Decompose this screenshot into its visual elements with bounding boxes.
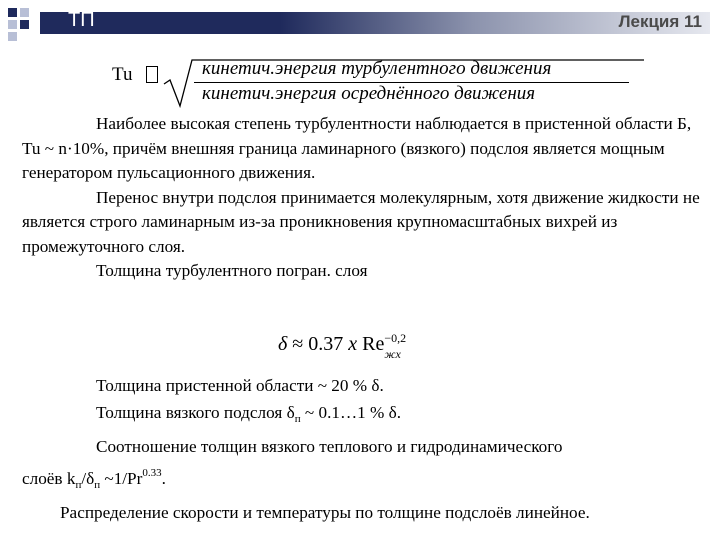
- paragraph: [22, 399, 712, 433]
- delta-symbol: δ: [278, 333, 288, 355]
- text: .: [161, 469, 166, 488]
- turbulence-formula: [94, 58, 654, 110]
- formula-subscript: жх: [384, 347, 401, 361]
- subscript: п: [94, 479, 101, 491]
- decor-square: [20, 20, 29, 29]
- superscript: 0.33: [142, 467, 162, 479]
- decor-square: [8, 8, 17, 17]
- paragraph: Наиболее высокая степень турбулентности наблюдается в пристенной области Б, Tu ~ n·10%, причём внешняя граница ламинарного (вязкого) подслоя является мощным генератором пульсационного движения.: [22, 114, 692, 182]
- course-title: ТП: [68, 9, 95, 31]
- text: слоёв k: [22, 469, 76, 488]
- subscript: п: [75, 479, 82, 491]
- body-text-2: [22, 372, 712, 526]
- formula-denominator: кинетич.энергия осреднённого движения: [202, 83, 536, 104]
- text: Толщина вязкого подслоя δ: [96, 403, 295, 422]
- lecture-title: Лекция 11: [618, 12, 702, 31]
- paragraph: [22, 460, 712, 499]
- subscript: п: [294, 413, 301, 425]
- text: ~1/Pr: [100, 469, 143, 488]
- paragraph: Перенос внутри подслоя принимается молекулярным, хотя движение жидкости не является строго ламинарным из-за проникновения крупномасштабных вихрей из промежуточного слоя.: [22, 187, 700, 256]
- decor-square: [8, 20, 17, 29]
- formula-approx: ≈ 0.37: [292, 333, 344, 355]
- thickness-formula: [278, 333, 406, 359]
- formula-lhs: Tu: [112, 64, 133, 85]
- body-text: [22, 112, 702, 284]
- paragraph: Толщина турбулентного погран. слоя: [96, 261, 368, 280]
- formula-numerator: кинетич.энергия турбулентного движения: [202, 58, 552, 79]
- formula-re: Re: [362, 333, 385, 355]
- paragraph: Соотношение толщин вязкого теплового и гидродинамического: [96, 437, 563, 456]
- formula-exponent: −0,2: [384, 331, 407, 345]
- header-bar: [40, 12, 710, 34]
- decor-square: [8, 32, 17, 41]
- text: ~ 0.1…1 % δ.: [300, 403, 402, 422]
- formula-x: x: [348, 333, 358, 355]
- paragraph: Распределение скорости и температуры по толщине подслоёв линейное.: [60, 503, 590, 522]
- text: /δ: [81, 469, 95, 488]
- decor-square: [20, 8, 29, 17]
- paragraph: Толщина пристенной области ~ 20 % δ.: [96, 376, 384, 395]
